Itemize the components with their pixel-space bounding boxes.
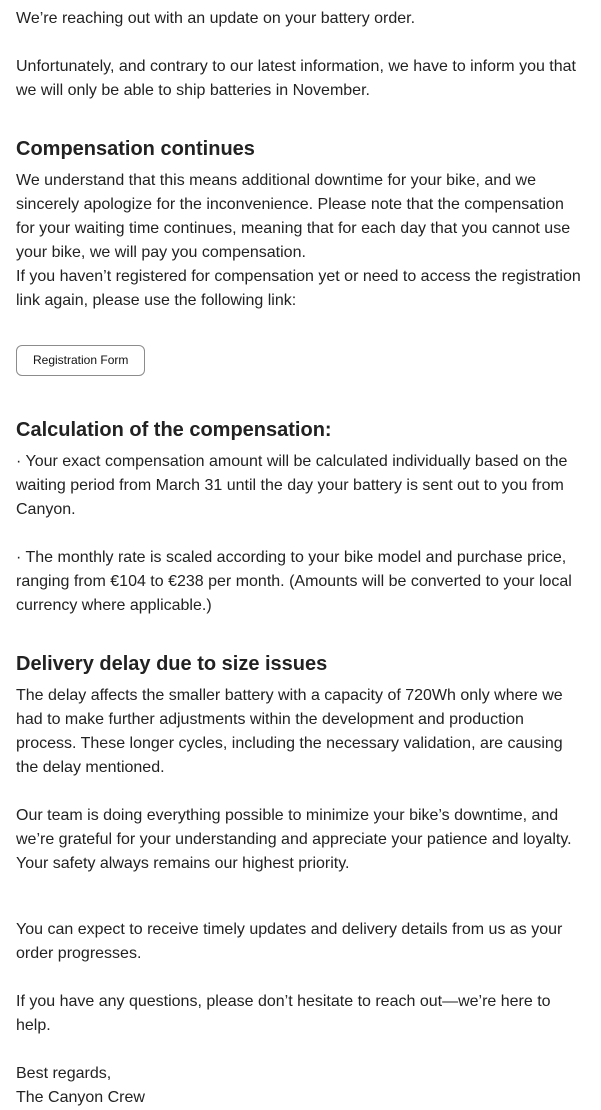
registration-form-button[interactable]: Registration Form [16,345,145,376]
signature-text: The Canyon Crew [16,1089,145,1106]
compensation-heading: Compensation continues [16,138,255,160]
team-commitment-text: Our team is doing everything possible to minimize your bike’s downtime, and we’re grateful for your understanding and appreciate your patience and loyalty. Your safety always remains our highest priority. [16,807,572,872]
delivery-delay-heading: Delivery delay due to size issues [16,653,328,675]
intro-text: We’re reaching out with an update on your battery order. [16,10,416,27]
calculation-bullet-2: · The monthly rate is scaled according to your bike model and purchase price, ranging from €104 to €238 per month. (Amounts will be converted to your local currency where applicable.) [16,549,572,614]
updates-text: You can expect to receive timely updates and delivery details from us as your order progresses. [16,921,563,962]
registration-instructions-text: If you haven’t registered for compensation yet or need to access the registration link again, please use the following link: [16,268,581,309]
delay-body-text: The delay affects the smaller battery with a capacity of 720Wh only where we had to make further adjustments within the development and production process. These longer cycles, including the necessary validation, are causing the delay mentioned. [16,687,563,776]
calculation-heading: Calculation of the compensation: [16,419,332,441]
questions-text: If you have any questions, please don’t hesitate to reach out—we’re here to help. [16,993,551,1034]
shipping-notice-text: Unfortunately, and contrary to our latest information, we have to inform you that we will only be able to ship batteries in November. [16,58,576,99]
calculation-bullet-1: · Your exact compensation amount will be calculated individually based on the waiting period from March 31 until the day your battery is sent out to you from Canyon. [16,453,568,518]
signoff-text: Best regards, [16,1065,112,1082]
compensation-body-text: We understand that this means additional downtime for your bike, and we sincerely apologize for the inconvenience. Please note that the compensation for your waiting time continues, meaning that for each day that you cannot use your bike, we will pay you compensation. [16,172,571,261]
email-body [16,0,586,1110]
